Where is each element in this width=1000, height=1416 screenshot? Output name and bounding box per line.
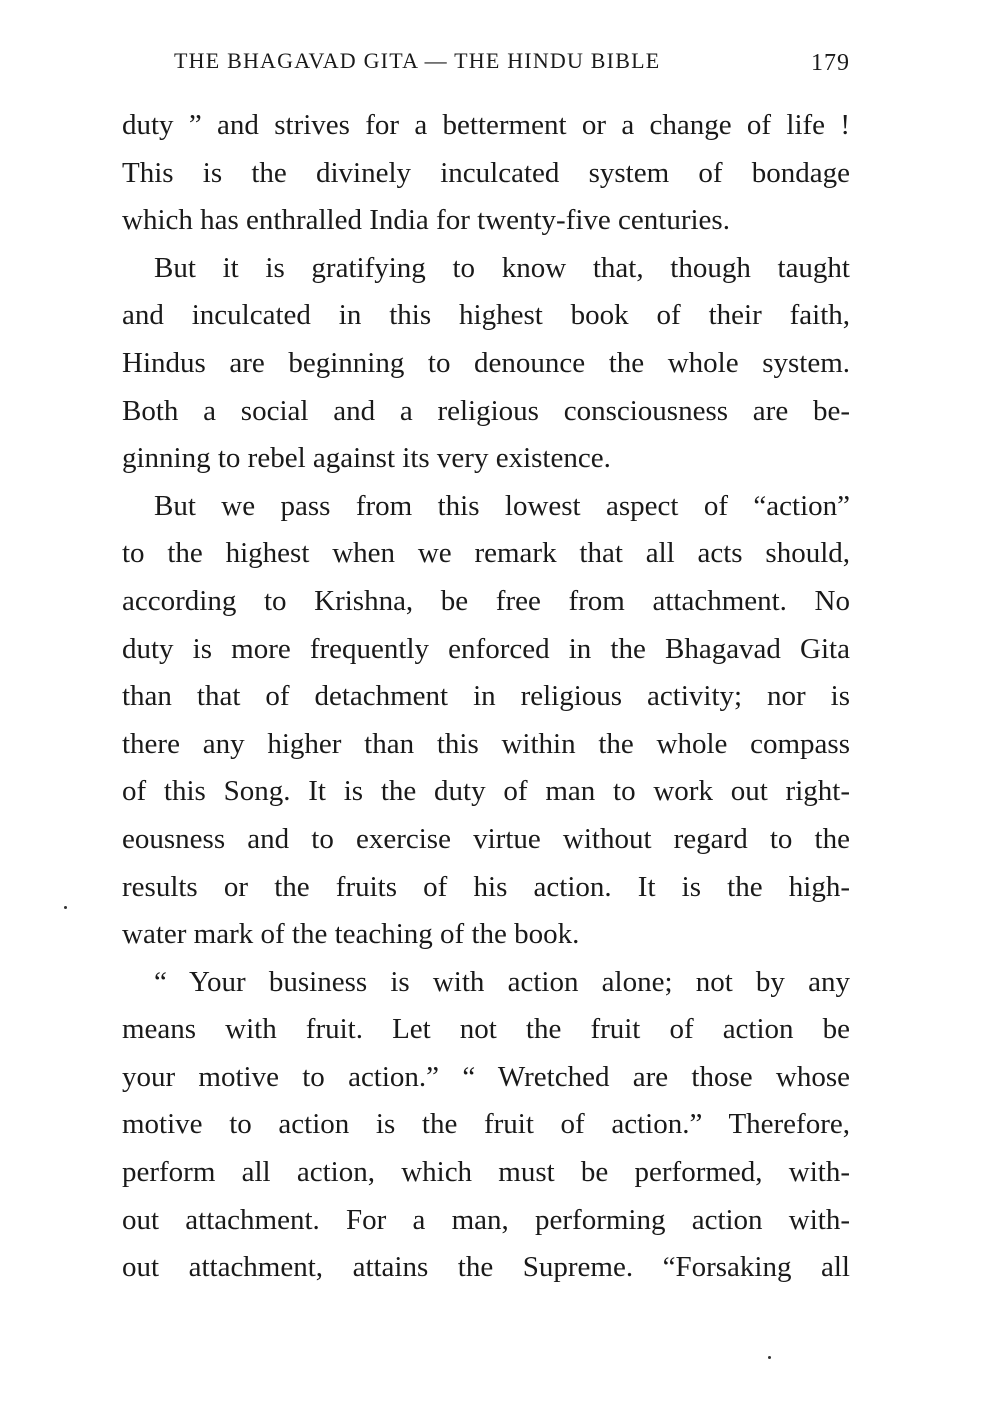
paragraph	[122, 102, 850, 245]
text-line: perform all action, which must be performed, with-	[122, 1156, 850, 1189]
text-line: results or the fruits of his action. It is the high-	[122, 870, 850, 903]
text-line: and inculcated in this highest book of their faith,	[122, 299, 850, 332]
text-line: But we pass from this lowest aspect of “action”	[154, 489, 850, 522]
paragraph	[122, 245, 850, 483]
text-line: duty ” and strives for a betterment or a change of life !	[122, 109, 850, 141]
text-line: means with fruit. Let not the fruit of action be	[122, 1013, 850, 1046]
text-line: to the highest when we remark that all acts should,	[122, 537, 850, 570]
running-head	[174, 44, 850, 78]
text-line: than that of detachment in religious activity; nor is	[122, 680, 850, 713]
text-line: eousness and to exercise virtue without regard to the	[122, 822, 850, 855]
text-line: out attachment. For a man, performing action with-	[122, 1203, 850, 1236]
print-speck	[64, 906, 67, 909]
body-text	[122, 102, 850, 1292]
text-line: out attachment, attains the Supreme. “Forsaking all	[122, 1251, 850, 1284]
text-line: water mark of the teaching of the book.	[122, 918, 580, 951]
text-line: which has enthralled India for twenty-five centuries.	[122, 204, 730, 237]
text-line: your motive to action.” “ Wretched are those whose	[122, 1060, 850, 1093]
text-line: This is the divinely inculcated system of bondage	[122, 156, 850, 189]
text-line: there any higher than this within the whole compass	[122, 727, 850, 760]
text-line: Both a social and a religious consciousness are be-	[122, 394, 850, 427]
text-line: ginning to rebel against its very existence.	[122, 442, 611, 475]
print-speck	[768, 1356, 771, 1359]
text-line: But it is gratifying to know that, though taught	[154, 251, 850, 284]
text-line: motive to action is the fruit of action.” Therefore,	[122, 1108, 850, 1141]
text-line: according to Krishna, be free from attachment. No	[122, 584, 850, 617]
paragraph	[122, 483, 850, 959]
text-line: of this Song. It is the duty of man to work out right-	[122, 775, 850, 808]
running-title: THE BHAGAVAD GITA — THE HINDU BIBLE	[174, 48, 661, 73]
paragraph	[122, 959, 850, 1292]
text-line: “ Your business is with action alone; not by any	[154, 965, 850, 998]
text-line: duty is more frequently enforced in the Bhagavad Gita	[122, 632, 850, 665]
text-line: Hindus are beginning to denounce the whole system.	[122, 346, 850, 379]
page-number: 179	[811, 50, 850, 76]
